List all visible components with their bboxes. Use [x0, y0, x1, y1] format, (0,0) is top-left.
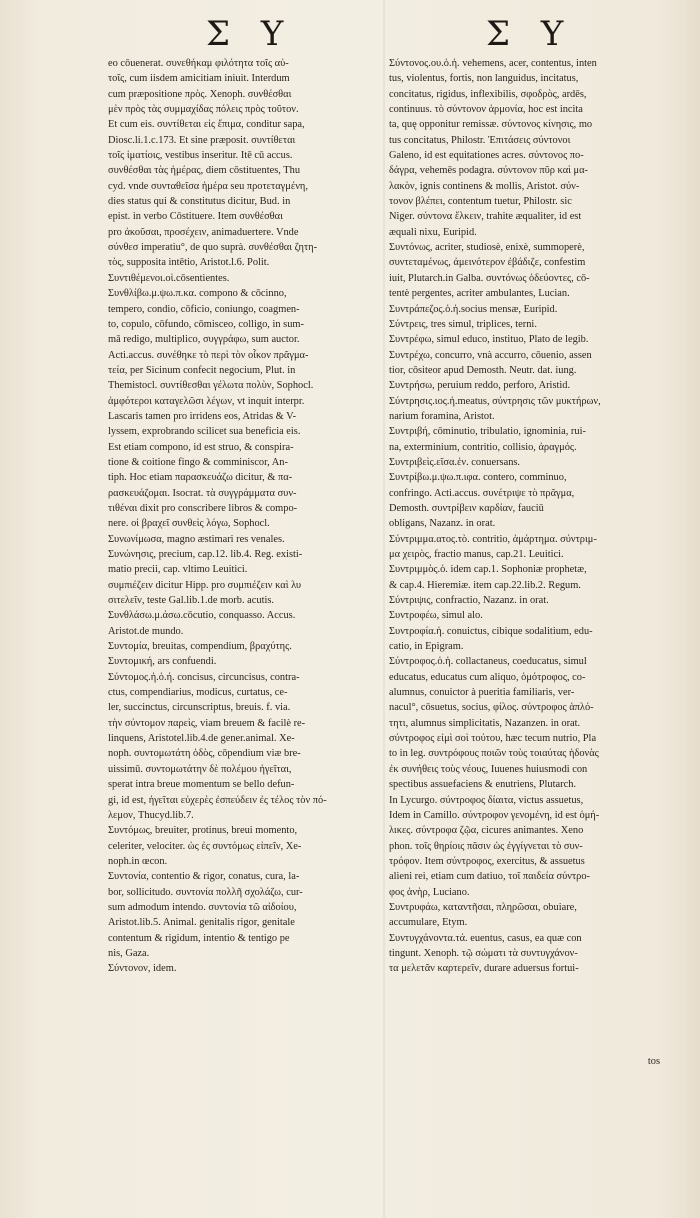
text-line: cyd. vnde συνταθεῖσα ἡμέρα seu προτεταγμένη, — [108, 180, 308, 192]
text-line: celeriter, velociter. ὡς ἐς συντόμως εἰπεῖν, Xe- — [108, 840, 302, 852]
text-line: nis, Gaza. — [108, 947, 150, 959]
text-line: μὲν πρὸς τὰς συμμαχίδας πόλεις πρὸς τοῦτον. — [108, 104, 299, 116]
text-line: educatus, educatus cum aliquo, ὁμότροφος, co- — [389, 671, 586, 683]
text-line: mā redigo, multiplico, συγγράφω, sum auctor. — [108, 334, 300, 346]
text-line: concitatus, rigidus, inflexibilis, σφοδρὸς, ardēs, — [389, 88, 587, 100]
text-line: ta, quę opponitur remissæ. σύντονος κίνησις, mo — [389, 119, 593, 131]
text-line: Συντρυφάω, καταντῆσαι, πληρῶσαι, obuiare, — [389, 901, 577, 913]
text-line: eo cōuenerat. συνεθήκαμ φιλότητα τοῖς αὐ- — [108, 58, 289, 69]
text-line: tempero, condio, cōficio, coniungo, coagmen- — [108, 303, 300, 315]
text-line: Συνωνίμωσα, magno æstimari res venales. — [108, 533, 285, 545]
text-line: tior, cōsiteor apud Demosth. Neutr. dat. iung. — [389, 364, 577, 376]
text-line: τρόφον. Item σύντροφος, exercitus, & assuetus — [389, 855, 585, 867]
text-line: Συνθλάσω.μ.άσω.cōcutio, conquasso. Accus. — [108, 610, 296, 622]
text-line: confringo. Acti.accus. συνέτριψε τὸ πρᾶγμα, — [389, 487, 575, 499]
text-line: noph.in œcon. — [108, 855, 168, 867]
text-line: gi, id est, ἡγεῖται εὐχερὲς ἐσπεύδειν ἐς τέλος τὸν πό- — [108, 794, 327, 806]
text-line: linquens, Aristotel.lib.4.de gener.animal. Xe- — [108, 733, 295, 745]
text-line: æquali nixu, Euripid. — [389, 226, 477, 238]
text-line: λεμον, Thucyd.lib.7. — [108, 809, 194, 821]
text-line: Σύντριψις, confractio, Nazanz. in orat. — [389, 595, 549, 607]
running-head-left: Σ Υ — [206, 14, 294, 54]
text-line: matio precii, cap. vltimo Leuitici. — [108, 564, 248, 576]
text-line: alieni rei, etiam cum datiuo, τοῖ παιδεία σύντρο- — [389, 871, 590, 883]
running-head-right: Σ Υ — [486, 14, 574, 54]
text-line: ἐκ συνήθεις τοὺς νέους, Iuuenes huiusmodi con — [389, 763, 588, 775]
text-line: τὴν σύντομον παρεὶς, viam breuem & facilè re- — [108, 717, 306, 729]
text-line: tus, violentus, fortis, non languidus, incitatus, — [389, 73, 579, 85]
text-line: Συντομία, breuitas, compendium, βραχύτης. — [108, 641, 292, 653]
right-text-column — [389, 56, 659, 1056]
text-line: Συντριμμὸς.ὁ. idem cap.1. Sophoniæ prophetæ, — [389, 564, 587, 576]
text-line: συντεταμένως, ἀμεινότερον ἐβάδιζε, confestim — [389, 257, 586, 269]
text-line: dies status qui & constitutus dicitur, Bud. in — [108, 196, 291, 208]
text-line: nacul°, cōsuetus, socius, φίλος. σύντροφος ἁπλό- — [389, 702, 594, 714]
text-line: Σύντρησις.ιος.ἡ.meatus, σύντρησις τῶν μυκτήρων, — [389, 395, 601, 407]
text-line: Σύντονον, idem. — [108, 963, 177, 975]
text-line: Demosth. συντρίβειν καρδίαν, fauciū — [389, 502, 544, 514]
text-line: σύνθεσ imperatiu°, de quo suprà. συνθέσθαι ζητη- — [108, 242, 318, 254]
text-line: narium foramina, Aristot. — [389, 410, 495, 422]
text-line: uissimū. συντομωτάτην δὲ πολέμου ἡγεῖται, — [108, 763, 292, 775]
text-line: lyssem, exprobrando scilicet sua beneficia eis. — [108, 426, 301, 438]
text-line: tus concitatus, Philostr. Ἐπιτάσεις σύντονοι — [389, 134, 571, 146]
text-line: ctus, compendiarius, modicus, curtatus, ce- — [108, 687, 288, 699]
text-line: to, copulo, cōfundo, cōmisceo, colligo, in sum- — [108, 318, 304, 330]
text-line: Συντόνως, acriter, studiosè, enixè, summoperè, — [389, 242, 585, 254]
text-line: τα μελετᾶν καρτερεῖν, durare aduersus fortui- — [389, 963, 579, 975]
catchword: tos — [647, 1056, 660, 1067]
text-line: bor, sollicitudo. συντονία πολλῆ σχολάζω, cur- — [108, 886, 303, 898]
text-line: continuus. τὸ σύντονον ἁρμονία, hoc est incita — [389, 104, 583, 116]
text-line: Niger. σύντονα ἕλκειν, trahite æqualiter, id est — [389, 211, 582, 223]
text-line: Σύντρεις, tres simul, triplices, terni. — [389, 318, 537, 330]
text-line: nere. οἱ βραχεῖ συνθεὶς λόγω, Sophocl. — [108, 518, 270, 530]
text-line: Συντροφία.ἡ. conuictus, cibique sodalitium, edu- — [389, 625, 593, 637]
text-line: obligans, Nazanz. in orat. — [389, 518, 496, 530]
text-line: Συντροφέω, simul alo. — [389, 610, 483, 622]
text-line: Συντρήσω, peruium reddo, perforo, Aristid. — [389, 380, 571, 392]
text-line: Idem in Camillo. σύντροφον γενομένη, id est ὁμή- — [389, 809, 600, 821]
text-line: Σύντονος.ου.ὁ.ἡ. vehemens, acer, contentus, inten — [389, 58, 597, 69]
text-line: Et cum eis. συντίθεται εἰς ἔπιμα, conditur sapa, — [108, 119, 305, 131]
text-line: Συντρίβω.μ.ψω.π.ιφα. contero, comminuo, — [389, 472, 567, 484]
text-line: τοῖς ἱματίοις, vestibus inseritur. Itē cū accus. — [108, 150, 293, 162]
text-line: σιτελεῖν, teste Gal.lib.1.de morb. acutis. — [108, 595, 274, 607]
text-line: Συντυγχάνοντα.τά. euentus, casus, ea quæ con — [389, 932, 582, 944]
text-line: Σύντομος.ἡ.ὁ.ή. concisus, circuncisus, contra- — [108, 671, 300, 683]
text-line: μα χειρὸς, fractio manus, cap.21. Leuitici. — [389, 549, 564, 560]
text-line: φος ἀνὴρ, Luciano. — [389, 886, 470, 898]
text-line: to in leg. συντρόφους ποιῶν τοὺς τοιαύτας ἡδονὰς — [389, 748, 599, 760]
text-line: Συντράπεζος.ὁ.ἡ.socius mensæ, Euripid. — [389, 303, 558, 315]
left-text-column — [108, 56, 380, 1036]
text-line: tiph. Hoc etiam παρασκευάζω dicitur, & πα- — [108, 472, 293, 484]
text-line: sum admodum intendo. συντονία τῶ αἰδοίου, — [108, 901, 297, 913]
text-line: Συντρέφω, simul educo, instituo, Plato de legib. — [389, 334, 589, 346]
text-line: contentum & rigidum, intentio & tentigo pe — [108, 932, 290, 944]
text-line: pro ἀκοῦσαι, προσέχειν, animaduertere. Vnde — [108, 226, 299, 238]
text-line: Galeno, id est equitationes acres. σύντονος πο- — [389, 150, 584, 162]
text-line: Diosc.li.1.c.173. Et sine præposit. συντίθεται — [108, 134, 296, 146]
column-gutter — [383, 0, 385, 1218]
text-line: Aristot.lib.5. Animal. genitalis rigor, genitale — [108, 917, 295, 929]
text-line: Συνώνησις, precium, cap.12. lib.4. Reg. existi- — [108, 549, 303, 560]
text-line: Συνθλίβω.μ.ψω.π.κα. compono & cōcinno, — [108, 288, 287, 300]
text-line: iuit, Plutarch.in Galba. συντόνως ὁδεύοντες, cō- — [389, 272, 590, 284]
text-line: Σύντροφος.ὁ.ἡ. collactaneus, coeducatus, simul — [389, 656, 587, 668]
text-line: συμπιέζειν dicitur Hipp. pro συμπιέζειν καὶ λυ — [108, 579, 302, 591]
text-line: ἀμφότεροι καταγελῶσι λέγων, vt inquit interpr. — [108, 395, 305, 407]
text-line: sperat intra breue momentum se bello defun- — [108, 779, 295, 791]
text-line: tingunt. Xenoph. τῷ σώματι τὰ συντυγχάνον- — [389, 947, 578, 959]
text-line: noph. συντομωτάτη ὁδὸς, cōpendium viæ bre- — [108, 748, 301, 760]
text-line: epist. in verbo Cōstituere. Item συνθέσθαι — [108, 211, 283, 223]
text-line: λακὸν, ignis continens & mollis, Aristot. σύν- — [389, 180, 580, 192]
text-line: Συντιθέμενοι.οἱ.cōsentientes. — [108, 272, 230, 284]
text-line: catio, in Epigram. — [389, 641, 464, 653]
text-line: Συντριβεὶς.εῖσα.ἐν. conuersans. — [389, 456, 521, 468]
text-line: na, exterminium, contritio, collisio, ἀραγμός. — [389, 441, 577, 453]
text-line: τοῖς, cum iisdem amicitiam iniuit. Interdum — [108, 73, 290, 85]
text-line: σύντροφος εἰμὶ σοὶ τούτου, hæc tecum nutrio, Pla — [389, 733, 597, 745]
text-line: τὸς, supposita intētio, Aristot.l.6. Polit. — [108, 257, 270, 269]
text-line: phon. τοῖς θηρίοις πᾶσιν ὡς ἐγγίγνεται τὸ συν- — [389, 840, 583, 852]
text-line: Συντομική, ars confuendi. — [108, 656, 217, 668]
text-line: In Lycurgo. σύντροφος δίαιτα, victus assuetus, — [389, 794, 584, 806]
text-line: Themistocl. συντίθεσθαι γέλωτα πολὺν, Sophocl. — [108, 380, 314, 392]
text-line: συνθέσθαι τὰς ἡμέρας, diem cōstituentes, Thu — [108, 165, 301, 177]
text-line: Est etiam compono, id est struo, & conspira- — [108, 441, 294, 453]
text-line: τιθέναι dixit pro conscribere libros & compo- — [108, 502, 298, 514]
text-line: Lascaris tamen pro irridens eos, Atridas & V- — [108, 410, 297, 422]
text-line: τονον βλέπει, contentum tuetur, Philostr. sic — [389, 196, 572, 208]
text-line: τεία, per Sicinum confecit negocium, Plut. in — [108, 364, 296, 376]
text-line: tione & coitione fingo & comminiscor, An- — [108, 456, 288, 468]
text-line: τητι, alumnus simplicitatis, Nazanzen. in orat. — [389, 717, 581, 729]
text-line: Συντρέχω, concurro, vnà accurro, cōuenio, assen — [389, 349, 592, 361]
text-line: tentè pergentes, acriter ambulantes, Lucian. — [389, 288, 570, 300]
text-line: & cap.4. Hieremiæ. item cap.22.lib.2. Regum. — [389, 579, 581, 591]
text-line: Συντόμως, breuiter, protinus, breui momento, — [108, 825, 298, 837]
text-line: ρασκευάζομαι. Isocrat. τὰ συγγράμματα συν- — [108, 487, 297, 499]
text-line: cum præpositione πρὸς. Xenoph. συνθέσθαι — [108, 88, 292, 100]
text-line: spectibus assuefaciens & enutriens, Plutarch. — [389, 779, 576, 791]
text-line: Συντονία, contentio & rigor, conatus, cura, la- — [108, 871, 300, 883]
text-line: alumnus, conuictor à pueritia familiaris, ver- — [389, 687, 575, 699]
text-line: Acti.accus. συνέθηκε τὸ περὶ τὸν οἶκον πρᾶγμα- — [108, 349, 309, 361]
text-line: accumulare, Etym. — [389, 917, 468, 929]
text-line: λικες. σύντροφα ζῷα, cicures animantes. Xeno — [389, 825, 584, 837]
text-line: Σύντριμμα.ατος.τὸ. contritio, ἁμάρτημα. σύντριμ- — [389, 533, 597, 545]
text-line: Aristot.de mundo. — [108, 625, 184, 637]
text-line: δάγρα, vehemēs podagra. σύντονον πῦρ καὶ μα- — [389, 165, 588, 177]
text-line: ler, succinctus, circunscriptus, breuis. f. via. — [108, 702, 291, 714]
text-line: Συντριβή, cōminutio, tribulatio, ignominia, rui- — [389, 426, 586, 438]
